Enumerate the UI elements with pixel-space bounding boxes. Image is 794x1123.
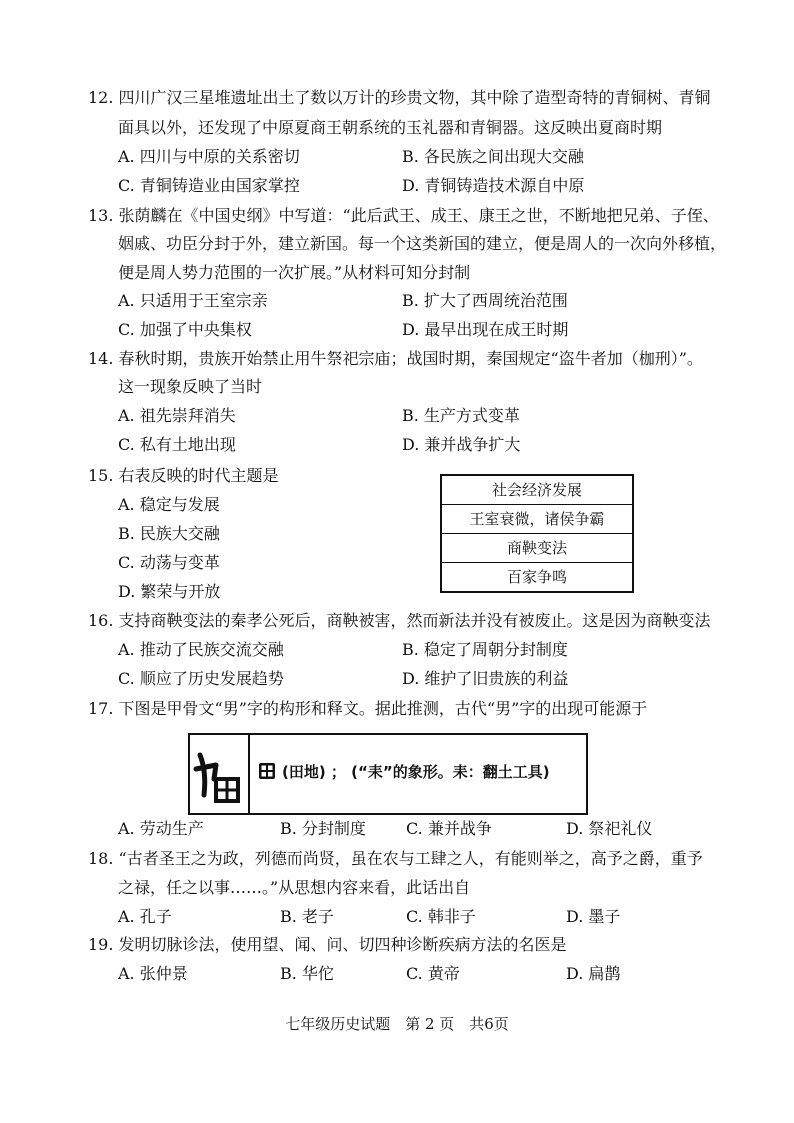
q18-option-a: A. 孔子 bbox=[118, 907, 172, 926]
page-footer: 七年级历史试题 第 2 页 共6页 bbox=[285, 1015, 509, 1033]
q12-option-d: D. 青铜铸造技术源自中原 bbox=[402, 176, 585, 195]
q19-option-b: B. 华佗 bbox=[280, 964, 334, 983]
q13-option-c: C. 加强了中央集权 bbox=[118, 320, 252, 339]
q16-option-b: B. 稳定了周朝分封制度 bbox=[402, 640, 568, 659]
q17-option-d: D. 祭祀礼仪 bbox=[566, 819, 653, 838]
q13-option-d: D. 最早出现在成王时期 bbox=[402, 320, 569, 339]
q15-option-c: C. 动荡与变革 bbox=[118, 553, 220, 572]
q14-option-c: C. 私有土地出现 bbox=[118, 435, 236, 454]
q19-stem: 19. 发明切脉诊法，使用望、闻、问、切四种诊断疾病方法的名医是 bbox=[88, 935, 567, 954]
q17-stem: 17. 下图是甲骨文“男”字的构形和释文。据此推测，古代“男”字的出现可能源于 bbox=[88, 699, 648, 718]
q18-stem-line2: 之禄，任之以事……。”从思想内容来看，此话出自 bbox=[118, 878, 471, 897]
q13-option-b: B. 扩大了西周统治范围 bbox=[402, 291, 568, 310]
q18-stem-line1: 18. “古者圣王之为政，列德而尚贤，虽在农与工肆之人，有能则举之，高予之爵，重予 bbox=[88, 849, 703, 868]
q15-option-a: A. 稳定与发展 bbox=[118, 495, 220, 514]
q17-oracle-figure bbox=[188, 733, 588, 815]
q15-table-row: 社会经济发展 bbox=[442, 476, 632, 505]
q17-option-a: A. 劳动生产 bbox=[118, 819, 204, 838]
q12-option-a: A. 四川与中原的关系密切 bbox=[118, 147, 300, 166]
q19-option-c: C. 黄帝 bbox=[406, 964, 460, 983]
q14-option-b: B. 生产方式变革 bbox=[402, 406, 520, 425]
q17-figure-caption: (田地) ； (“耒”的象形。耒：翻土工具) bbox=[282, 763, 550, 781]
q12-option-c: C. 青铜铸造业由国家掌控 bbox=[118, 176, 300, 195]
oracle-bone-character-icon bbox=[190, 735, 250, 813]
q15-option-d: D. 繁荣与开放 bbox=[118, 582, 221, 601]
q12-stem-line1: 12. 四川广汉三星堆遗址出土了数以万计的珍贵文物，其中除了造型奇特的青铜树、青铜 bbox=[88, 88, 711, 107]
q15-table bbox=[440, 474, 634, 593]
field-character-icon bbox=[258, 762, 276, 784]
q15-table-row: 商鞅变法 bbox=[442, 534, 632, 563]
q12-stem-line2: 面具以外，还发现了中原夏商王朝系统的玉礼器和青铜器。这反映出夏商时期 bbox=[118, 118, 663, 137]
q19-option-d: D. 扁鹊 bbox=[566, 964, 621, 983]
q18-option-c: C. 韩非子 bbox=[406, 907, 476, 926]
q15-stem: 15. 右表反映的时代主题是 bbox=[88, 466, 279, 485]
q14-option-d: D. 兼并战争扩大 bbox=[402, 435, 521, 454]
q15-table-row: 王室衰微，诸侯争霸 bbox=[442, 505, 632, 534]
q13-option-a: A. 只适用于王室宗亲 bbox=[118, 291, 268, 310]
q18-option-d: D. 墨子 bbox=[566, 907, 621, 926]
q16-option-c: C. 顺应了历史发展趋势 bbox=[118, 669, 284, 688]
q16-stem: 16. 支持商鞅变法的秦孝公死后，商鞅被害，然而新法并没有被废止。这是因为商鞅变法 bbox=[88, 611, 711, 630]
q16-option-a: A. 推动了民族交流交融 bbox=[118, 640, 284, 659]
q19-option-a: A. 张仲景 bbox=[118, 964, 188, 983]
q17-option-b: B. 分封制度 bbox=[280, 819, 366, 838]
q14-stem-line2: 这一现象反映了当时 bbox=[118, 377, 263, 396]
q15-option-b: B. 民族大交融 bbox=[118, 524, 220, 543]
q14-stem-line1: 14. 春秋时期，贵族开始禁止用牛祭祀宗庙；战国时期，秦国规定“盗牛者加（枷刑）”。 bbox=[88, 349, 703, 368]
q18-option-b: B. 老子 bbox=[280, 907, 334, 926]
q13-stem-line1: 13. 张荫麟在《中国史纲》中写道：“此后武王、成王、康王之世，不断地把兄弟、子侄、 bbox=[88, 206, 719, 225]
q16-option-d: D. 维护了旧贵族的利益 bbox=[402, 669, 569, 688]
q13-stem-line3: 便是周人势力范围的一次扩展。”从材料可知分封制 bbox=[118, 263, 471, 282]
q13-stem-line2: 姻戚、功臣分封于外，建立新国。每一个这类新国的建立，便是周人的一次向外移植， bbox=[118, 234, 727, 253]
q12-option-b: B. 各民族之间出现大交融 bbox=[402, 147, 584, 166]
q17-option-c: C. 兼并战争 bbox=[406, 819, 492, 838]
q14-option-a: A. 祖先崇拜消失 bbox=[118, 406, 236, 425]
q15-table-row: 百家争鸣 bbox=[506, 568, 567, 586]
